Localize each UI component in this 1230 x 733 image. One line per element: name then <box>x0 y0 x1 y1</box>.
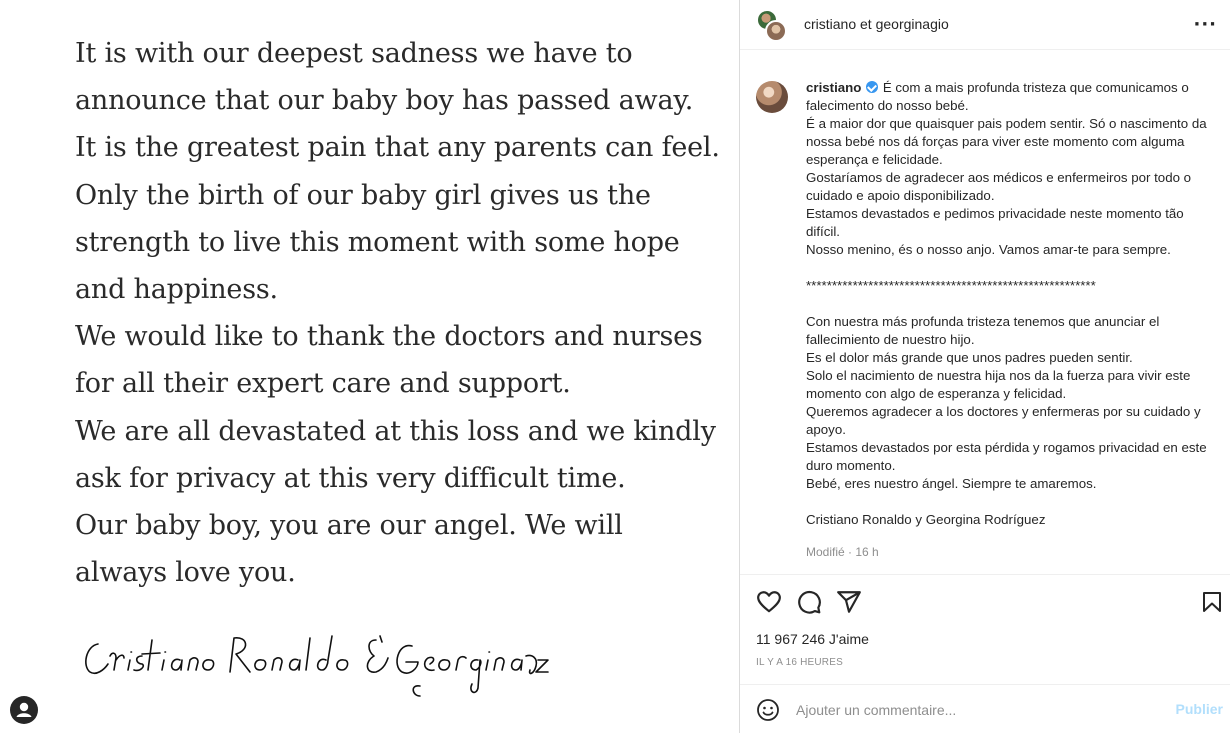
caption-line: fallecimiento de nuestro hijo. <box>806 332 975 347</box>
modified-timestamp[interactable]: Modifié · 16 h <box>806 545 879 559</box>
statement-line: for all their expert care and support. <box>75 368 571 400</box>
post-sidebar <box>739 0 1230 733</box>
caption-line: Estamos devastados por esta pérdida y rogamos privacidad en este <box>806 440 1207 455</box>
caption-line: falecimento do nosso bebé. <box>806 98 969 113</box>
tagged-users-button[interactable] <box>10 696 38 724</box>
caption-line: Cristiano Ronaldo y Georgina Rodríguez <box>806 512 1046 527</box>
avatar[interactable] <box>756 81 788 113</box>
share-icon[interactable] <box>836 589 862 615</box>
caption-line: duro momento. <box>806 458 896 473</box>
comment-input[interactable] <box>796 698 1156 722</box>
caption-line: Bebé, eres nuestro ángel. Siempre te amaremos. <box>806 476 1097 491</box>
publish-button[interactable]: Publier <box>1175 701 1223 717</box>
handwritten-signature <box>80 626 550 706</box>
comments-area[interactable] <box>740 51 1230 574</box>
user-icon <box>10 696 38 724</box>
author-names[interactable]: cristiano et georginagio <box>804 16 949 32</box>
statement-line: It is the greatest pain that any parents can feel. <box>75 132 720 164</box>
caption-spacer <box>806 295 1226 313</box>
caption-line: Estamos devastados e pedimos privacidade neste momento tão <box>806 206 1184 221</box>
caption-line: difícil. <box>806 224 840 239</box>
statement-line: Our baby boy, you are our angel. We will <box>75 510 623 542</box>
caption-username[interactable]: cristiano <box>806 80 862 95</box>
statement-line: ask for privacy at this very difficult time. <box>75 462 626 494</box>
like-count[interactable]: 11 967 246 J'aime <box>756 631 869 647</box>
statement-line: and happiness. <box>75 274 278 306</box>
caption-line: Gostaríamos de agradecer aos médicos e enfermeiros por todo o <box>806 170 1192 185</box>
caption-line: Queremos agradecer a los doctores y enfermeras por su cuidado y <box>806 404 1201 419</box>
caption-line: Nosso menino, és o nosso anjo. Vamos amar-te para sempre. <box>806 242 1171 257</box>
caption-line: momento con algo de esperanza y felicidad. <box>806 386 1067 401</box>
post-time[interactable]: IL Y A 16 HEURES <box>756 657 843 668</box>
caption-line: nossa bebé nos dá forças para viver este momento com alguma <box>806 134 1185 149</box>
add-comment-bar <box>740 684 1230 733</box>
caption-body <box>806 97 1226 529</box>
caption-line: cuidado e apoio disponibilizado. <box>806 188 995 203</box>
statement-line: Only the birth of our baby girl gives us the <box>75 179 651 211</box>
svg-text:Cristiano Ronaldo & Georgina R: Cristiano Ronaldo & Georgina Rodriguez <box>230 700 251 701</box>
statement-line: strength to live this moment with some hope <box>75 226 680 258</box>
caption-line: ******************************************************** <box>806 278 1096 293</box>
heart-icon[interactable] <box>756 589 782 615</box>
caption-line: apoyo. <box>806 422 846 437</box>
avatar[interactable] <box>765 20 787 42</box>
caption-line: Es el dolor más grande que unos padres pueden sentir. <box>806 350 1133 365</box>
post-actions <box>740 574 1230 684</box>
statement-line: It is with our deepest sadness we have to <box>75 38 633 69</box>
caption-first-line: É com a mais profunda tristeza que comunicamos o <box>882 80 1189 95</box>
more-options-icon[interactable]: ··· <box>1193 14 1217 35</box>
caption-line: Solo el nacimiento de nuestra hija nos da la fuerza para vivir este <box>806 368 1191 383</box>
emoji-icon[interactable] <box>756 698 780 722</box>
statement-text <box>75 30 720 596</box>
caption-line: Con nuestra más profunda tristeza tenemos que anunciar el <box>806 314 1160 329</box>
post-caption <box>806 79 1226 529</box>
statement-line: We are all devastated at this loss and we kindly <box>75 415 716 447</box>
caption-line: É a maior dor que quaisquer pais podem sentir. Só o nascimento da <box>806 116 1207 131</box>
statement-line: We would like to thank the doctors and nurses <box>75 321 703 353</box>
caption-spacer <box>806 259 1226 277</box>
caption-line: esperança e felicidade. <box>806 152 943 167</box>
collab-avatars[interactable] <box>756 9 788 41</box>
bookmark-icon[interactable] <box>1200 589 1224 615</box>
verified-badge-icon <box>866 81 878 93</box>
statement-line: always love you. <box>75 557 296 589</box>
post-header <box>740 0 1230 50</box>
caption-spacer <box>806 493 1226 511</box>
comment-icon[interactable] <box>796 589 822 615</box>
statement-line: announce that our baby boy has passed away. <box>75 85 694 117</box>
